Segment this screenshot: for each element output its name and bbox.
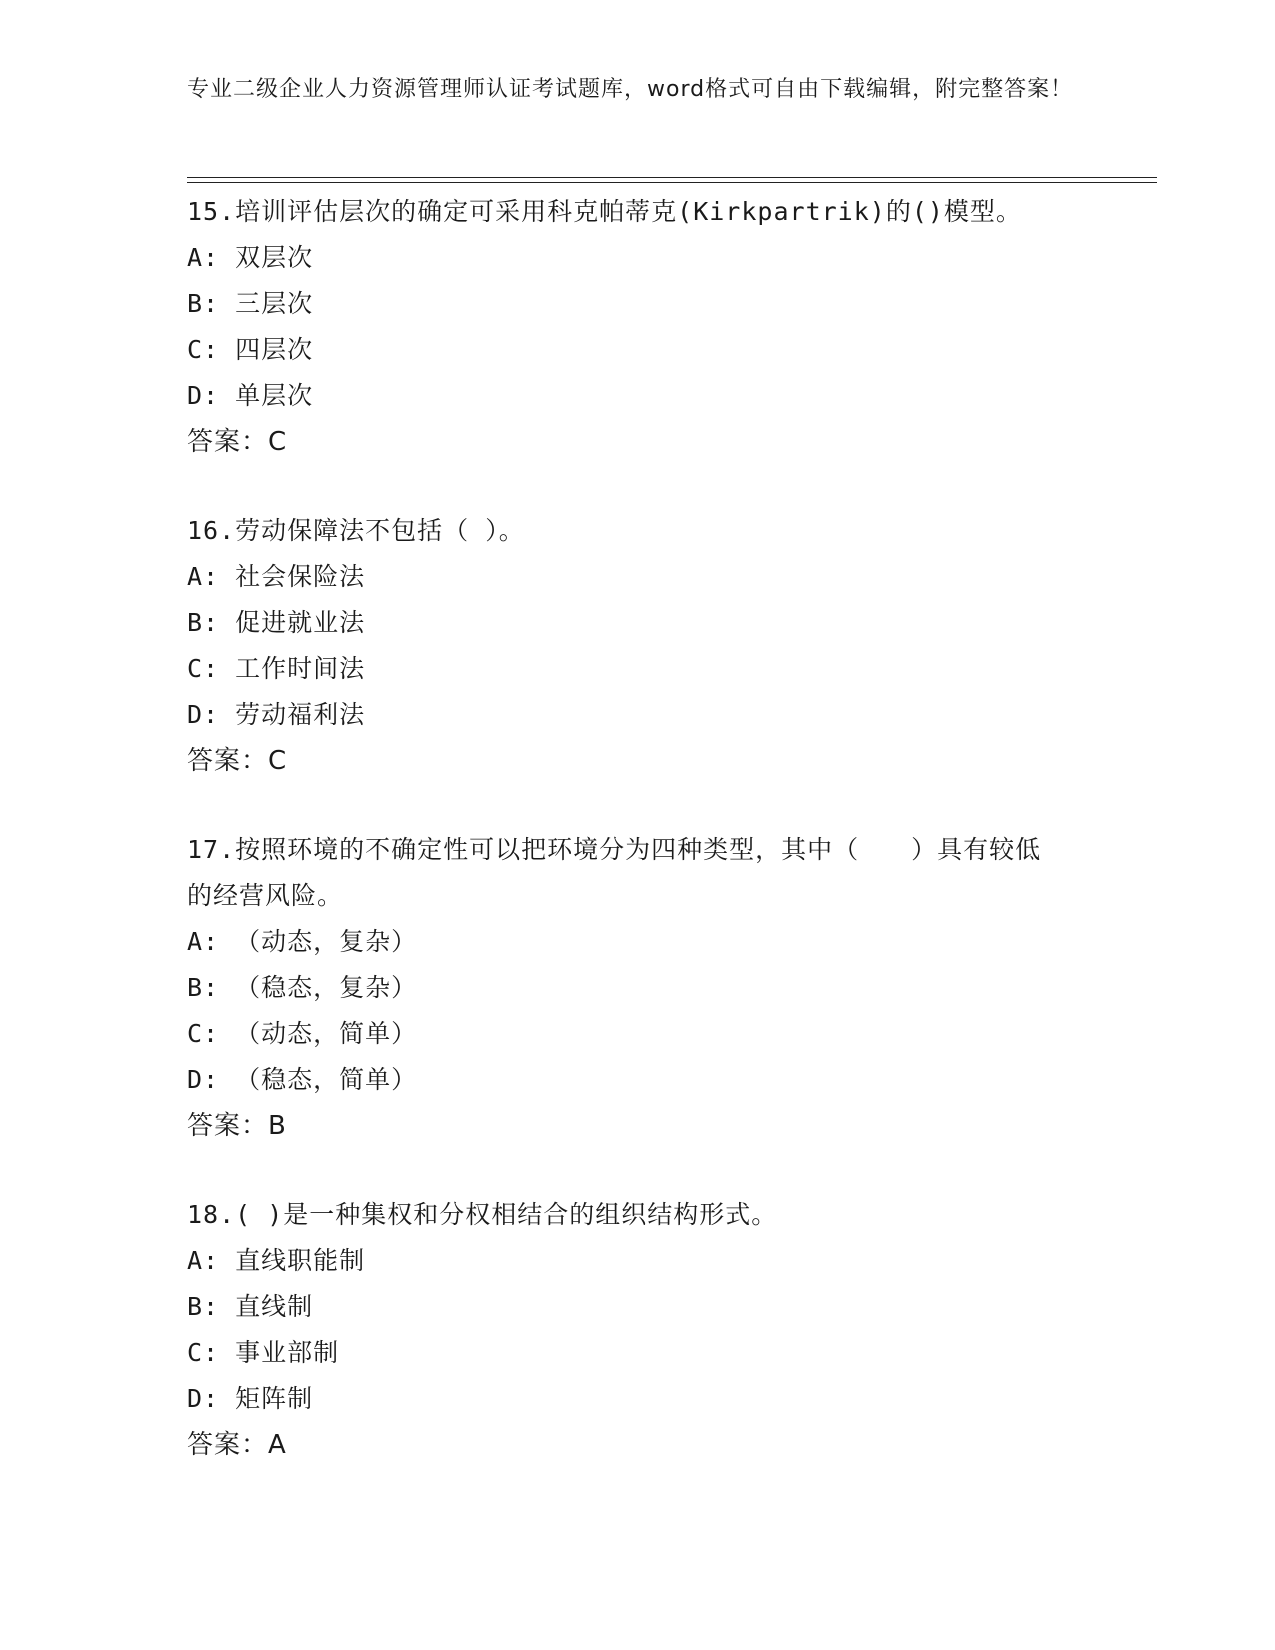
- option-b: B: （稳态，复杂）: [187, 973, 418, 1002]
- question-stem: 15.培训评估层次的确定可采用科克帕蒂克(Kirkpartrik)的()模型。: [187, 197, 1022, 226]
- header-rule-bottom: [187, 182, 1157, 183]
- option-d: D: 单层次: [187, 381, 314, 410]
- option-c: C: 事业部制: [187, 1338, 340, 1367]
- option-b: B: 促进就业法: [187, 608, 366, 637]
- option-d: D: 矩阵制: [187, 1384, 314, 1413]
- answer: 答案：A: [187, 1430, 287, 1460]
- question-stem: 18.( )是一种集权和分权相结合的组织结构形式。: [187, 1200, 778, 1229]
- question-17: [187, 827, 1087, 1149]
- option-c: C: 四层次: [187, 335, 314, 364]
- answer: 答案：C: [187, 746, 288, 776]
- answer: 答案：C: [187, 427, 288, 457]
- option-c: C: （动态，简单）: [187, 1019, 418, 1048]
- question-15: [187, 189, 1087, 465]
- document-header: 专业二级企业人力资源管理师认证考试题库，word格式可自由下载编辑，附完整答案！: [187, 77, 1074, 102]
- question-stem: 16.劳动保障法不包括（ ）。: [187, 516, 525, 545]
- question-stem: 17.按照环境的不确定性可以把环境分为四种类型，其中（ ）具有较低的经营风险。: [187, 835, 1042, 910]
- option-c: C: 工作时间法: [187, 654, 366, 683]
- option-a: A: 直线职能制: [187, 1246, 366, 1275]
- option-a: A: 双层次: [187, 243, 314, 272]
- question-18: [187, 1192, 1087, 1468]
- answer: 答案：B: [187, 1111, 287, 1141]
- option-d: D: （稳态，简单）: [187, 1065, 418, 1094]
- option-d: D: 劳动福利法: [187, 700, 366, 729]
- option-a: A: （动态，复杂）: [187, 927, 418, 956]
- option-b: B: 三层次: [187, 289, 314, 318]
- option-b: B: 直线制: [187, 1292, 314, 1321]
- option-a: A: 社会保险法: [187, 562, 366, 591]
- question-16: [187, 508, 1087, 784]
- header-rule-top: [187, 177, 1157, 178]
